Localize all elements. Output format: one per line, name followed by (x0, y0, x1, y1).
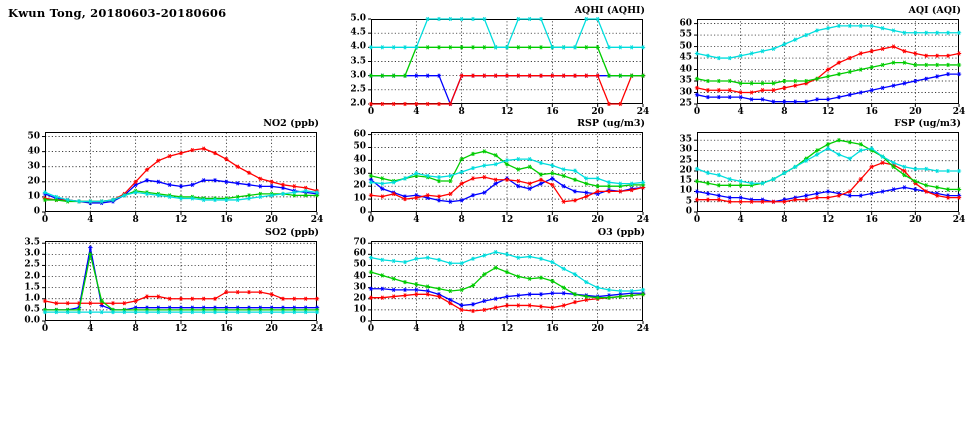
x-tick-label: 20 (591, 324, 604, 334)
x-tick-label: 8 (132, 324, 139, 334)
y-tick-label: 40 (353, 154, 366, 165)
y-tick-label: 0 (685, 206, 692, 217)
y-tick-label: 3.0 (350, 70, 366, 81)
x-tick-label: 20 (265, 324, 278, 334)
y-tick-label: 40 (679, 64, 692, 75)
y-tick-label: 2.0 (24, 271, 40, 282)
chart-panel-so2 (19, 227, 324, 334)
y-tick-label: 3.5 (24, 237, 40, 248)
y-tick-label: 40 (353, 271, 366, 282)
y-tick-label: 30 (353, 282, 366, 293)
y-tick-label: 30 (679, 87, 692, 97)
x-tick-label: 20 (591, 107, 604, 117)
plot-svg (671, 130, 961, 225)
x-tick-label: 24 (636, 324, 650, 334)
x-tick-label: 20 (909, 215, 922, 225)
x-tick-label: 4 (87, 215, 94, 225)
x-tick-label: 12 (821, 107, 835, 117)
x-tick-label: 0 (693, 107, 701, 117)
x-tick-label: 20 (909, 107, 922, 117)
chart-title: AQI (AQI) (908, 5, 961, 16)
x-tick-label: 12 (500, 215, 514, 225)
y-tick-label: 4.0 (350, 41, 366, 52)
plot-svg (345, 13, 645, 117)
chart-panel-aqi (671, 5, 966, 117)
x-tick-label: 12 (174, 324, 188, 334)
chart-title: SO2 (ppb) (265, 227, 319, 238)
x-tick-label: 0 (367, 324, 375, 334)
y-tick-label: 55 (679, 29, 692, 40)
y-tick-label: 1.5 (24, 282, 40, 293)
y-tick-label: 60 (353, 129, 366, 140)
y-tick-label: 25 (679, 155, 692, 166)
y-tick-label: 70 (353, 237, 366, 248)
x-tick-label: 12 (500, 324, 514, 334)
chart-panel-fsp (671, 118, 966, 225)
y-tick-label: 35 (679, 75, 692, 86)
x-tick-label: 4 (87, 324, 94, 334)
y-tick-label: 5 (685, 196, 692, 207)
x-tick-label: 8 (458, 215, 465, 225)
x-tick-label: 8 (781, 215, 788, 225)
y-tick-label: 30 (679, 144, 692, 155)
x-tick-label: 24 (636, 215, 650, 225)
x-tick-label: 0 (41, 324, 49, 334)
y-tick-label: 2.5 (24, 259, 40, 270)
y-tick-label: 0 (33, 206, 40, 217)
plot-svg (19, 239, 319, 334)
y-tick-label: 20 (353, 293, 366, 304)
y-tick-label: 30 (353, 167, 366, 178)
x-tick-label: 16 (546, 107, 559, 117)
x-tick-label: 12 (821, 215, 835, 225)
y-tick-label: 2.0 (350, 98, 366, 109)
y-tick-label: 30 (27, 161, 40, 172)
chart-title: FSP (ug/m3) (894, 118, 961, 129)
x-tick-label: 4 (737, 215, 744, 225)
y-tick-label: 0 (359, 206, 366, 217)
y-tick-label: 3.5 (350, 56, 366, 66)
chart-panel-o3 (345, 227, 650, 334)
y-tick-label: 0.5 (24, 304, 40, 315)
y-tick-label: 60 (679, 18, 692, 29)
y-tick-label: 40 (27, 146, 40, 157)
x-tick-label: 16 (546, 215, 559, 225)
chart-panel-rsp (345, 118, 650, 225)
x-tick-label: 24 (310, 215, 324, 225)
page-title: Kwun Tong, 20180603-20180606 (8, 6, 227, 20)
x-tick-label: 16 (865, 107, 878, 117)
y-tick-label: 45 (679, 52, 692, 63)
y-tick-label: 4.5 (350, 27, 366, 38)
y-tick-label: 10 (27, 191, 40, 202)
x-tick-label: 20 (591, 215, 604, 225)
x-tick-label: 0 (367, 215, 375, 225)
y-tick-label: 3.0 (24, 248, 40, 259)
y-tick-label: 20 (679, 165, 692, 176)
chart-panel-aqhi (345, 5, 650, 117)
series-series4 (695, 147, 961, 186)
y-tick-label: 20 (27, 176, 40, 187)
x-tick-label: 8 (458, 107, 465, 117)
x-tick-label: 8 (458, 324, 465, 334)
x-tick-label: 24 (952, 107, 966, 117)
series-series3 (369, 149, 645, 188)
plot-svg (19, 130, 319, 225)
x-tick-label: 0 (41, 215, 49, 225)
chart-title: O3 (ppb) (597, 227, 645, 238)
x-tick-label: 24 (952, 215, 966, 225)
x-tick-label: 24 (636, 107, 650, 117)
x-tick-label: 4 (413, 107, 420, 117)
y-tick-label: 0 (359, 315, 366, 326)
y-tick-label: 10 (353, 304, 366, 315)
x-tick-label: 4 (413, 324, 420, 334)
plot-svg (671, 17, 961, 117)
chart-title: AQHI (AQHI) (574, 5, 645, 16)
y-tick-label: 0.0 (24, 315, 40, 326)
y-tick-label: 20 (353, 180, 366, 191)
chart-title: NO2 (ppb) (263, 118, 319, 129)
y-tick-label: 50 (353, 141, 366, 152)
x-tick-label: 16 (220, 215, 233, 225)
y-tick-label: 50 (353, 259, 366, 270)
chart-title: RSP (ug/m3) (577, 118, 645, 129)
y-tick-label: 35 (679, 134, 692, 145)
x-tick-label: 4 (737, 107, 744, 117)
x-tick-label: 4 (413, 215, 420, 225)
y-tick-label: 5.0 (350, 13, 366, 24)
x-tick-label: 24 (310, 324, 324, 334)
x-tick-label: 0 (367, 107, 375, 117)
plot-svg (345, 130, 645, 225)
y-tick-label: 2.5 (350, 84, 366, 95)
y-tick-label: 25 (679, 98, 692, 109)
x-tick-label: 12 (174, 215, 188, 225)
x-tick-label: 0 (693, 215, 701, 225)
plot-svg (345, 239, 645, 334)
y-tick-label: 10 (353, 193, 366, 204)
x-tick-label: 16 (546, 324, 559, 334)
y-tick-label: 15 (679, 175, 692, 186)
chart-panel-no2 (19, 118, 324, 225)
x-tick-label: 12 (500, 107, 514, 117)
y-tick-label: 1.0 (24, 293, 40, 304)
x-tick-label: 16 (865, 215, 878, 225)
y-tick-label: 10 (679, 185, 692, 196)
y-tick-label: 50 (679, 41, 692, 52)
x-tick-label: 8 (132, 215, 139, 225)
x-tick-label: 20 (265, 215, 278, 225)
x-tick-label: 16 (220, 324, 233, 334)
y-tick-label: 60 (353, 248, 366, 259)
y-tick-label: 50 (27, 131, 40, 142)
x-tick-label: 8 (781, 107, 788, 117)
